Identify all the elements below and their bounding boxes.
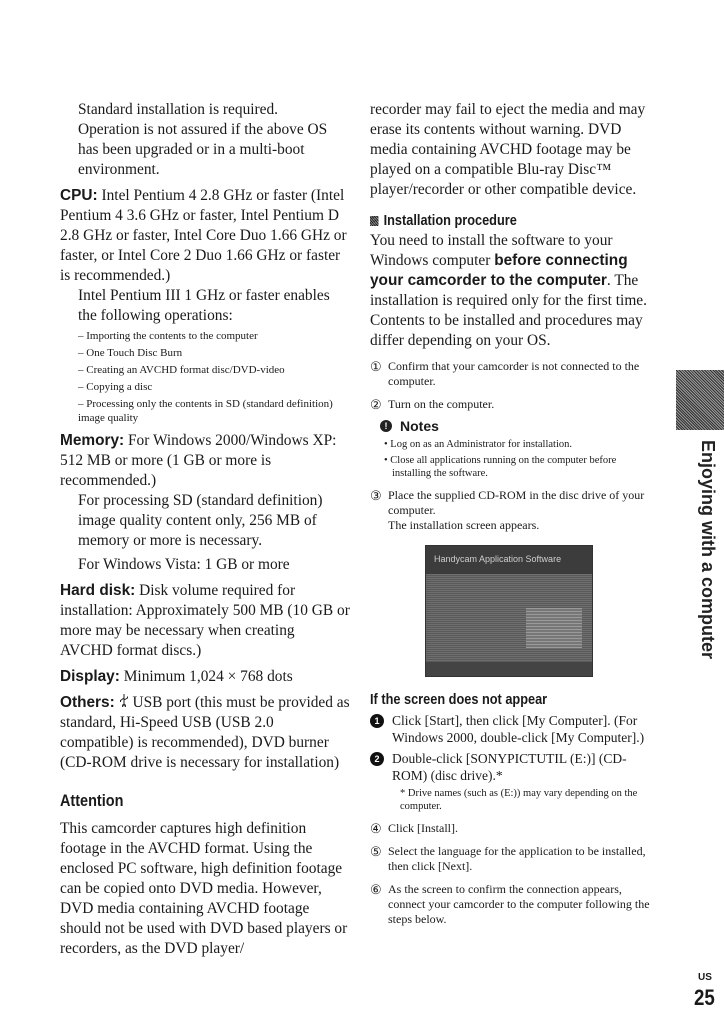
page-region: US — [698, 972, 712, 983]
others-label: Others: — [60, 694, 115, 711]
screenshot-menu-panel — [526, 608, 582, 648]
attention-heading: Attention — [60, 791, 124, 810]
memory-text: For Windows 2000/Windows XP: 512 MB or more (1 GB or more is recommended.) — [60, 432, 337, 489]
display-label: Display: — [60, 668, 120, 685]
hard-disk-label: Hard disk: — [60, 582, 136, 599]
side-section-label: Enjoying with a computer — [698, 440, 718, 660]
note-item: • Log on as an Administrator for installation. — [384, 439, 572, 450]
hard-disk-text: Disk volume required for installation: Approximately 500 MB (10 GB or more may be necessary when creating AVCHD format discs.) — [60, 582, 350, 659]
step-6: ⑥ As the screen to confirm the connection appears, connect your camcorder to the computer following the steps below. — [370, 882, 650, 926]
section-square-icon — [370, 216, 379, 226]
others-spec — [60, 693, 350, 773]
memory-label: Memory: — [60, 432, 125, 449]
note-item: • Close all applications running on the computer before installing the software. — [384, 455, 617, 479]
intro-standard: Standard installation is required. — [78, 101, 279, 118]
usb-icon — [119, 694, 133, 711]
installation-text: You need to install the software to your Windows computer before connecting your camcorder to the computer. The installation is required only for the first time. — [370, 232, 647, 309]
cpu-spec — [60, 186, 350, 425]
no-screen-step-1: 1 Click [Start], then click [My Computer]. (For Windows 2000, double-click [My Computer].) — [370, 712, 652, 746]
section-tab-marker — [676, 370, 724, 430]
right-column — [370, 100, 652, 927]
step-4: ④ Click [Install]. — [370, 821, 458, 836]
cpu-item: – Importing the contents to the computer — [78, 330, 258, 342]
step-3-sub: The installation screen appears. — [388, 518, 540, 532]
left-column — [60, 100, 350, 959]
display-spec — [60, 667, 350, 687]
others-text: USB port (this must be provided as standard, Hi-Speed USB (USB 2.0 compatible) is recommended), DVD burner (CD-ROM drive is necessary for installation) — [60, 694, 350, 771]
memory-sd: For processing SD (standard definition) image quality content only, 256 MB of memory or more is necessary. — [78, 492, 323, 549]
step-2: ② Turn on the computer. — [370, 397, 495, 412]
installation-text-2: Contents to be installed and procedures may differ depending on your OS. — [370, 312, 643, 349]
installation-heading: Installation procedure — [370, 212, 610, 229]
intro-operation: Operation is not assured if the above OS has been upgraded or in a multi-boot environment. — [78, 121, 328, 178]
hard-disk-spec — [60, 581, 350, 661]
attention-text: This camcorder captures high definition footage in the AVCHD format. Using the enclosed PC software, high definition footage can be copied onto DVD media. However, DVD media containing AVCHD footage should not be used with DVD based players or recorders, as the DVD player/ — [60, 820, 348, 957]
memory-spec — [60, 431, 350, 575]
cpu-note: Intel Pentium III 1 GHz or faster enables the following operations: — [78, 287, 330, 324]
no-screen-step-2: 2 Double-click [SONYPICTUTIL (E:)] (CD-ROM) (disc drive).* — [370, 750, 652, 784]
memory-vista: For Windows Vista: 1 GB or more — [78, 556, 290, 573]
cpu-item: – One Touch Disc Burn — [78, 347, 183, 359]
step-1: ① Confirm that your camcorder is not connected to the computer. — [370, 359, 640, 388]
step-5: ⑤ Select the language for the application to be installed, then click [Next]. — [370, 844, 646, 873]
page-number: 25 — [694, 985, 715, 1010]
drive-footnote: * Drive names (such as (E:)) may vary depending on the computer. — [400, 788, 638, 812]
notes-heading: ! Notes — [380, 418, 652, 434]
cpu-item: – Creating an AVCHD format disc/DVD-video — [78, 364, 285, 376]
cpu-item: – Copying a disc — [78, 381, 153, 393]
cpu-item: – Processing only the contents in SD (standard definition) image quality — [78, 398, 333, 424]
cpu-text: Intel Pentium 4 2.8 GHz or faster (Intel Pentium 4 3.6 GHz or faster, Intel Pentium D 2.8 GHz or faster, Intel Core Duo 1.66 GHz or faster, or Intel Core 2 Duo 1.66 GHz or faster is recommended.) — [60, 187, 347, 284]
step-3: ③ Place the supplied CD-ROM in the disc drive of your computer. The installation screen appears. — [370, 488, 645, 532]
display-text: Minimum 1,024 × 768 dots — [123, 668, 293, 685]
no-screen-heading: If the screen does not appear — [370, 691, 548, 708]
cpu-label: CPU: — [60, 187, 98, 204]
attention-continued: recorder may fail to eject the media and may erase its contents without warning. DVD media containing AVCHD footage may be played on a compatible Blu-ray Disc™ player/recorder or other compatible device. — [370, 101, 646, 198]
notes-icon: ! — [380, 420, 392, 432]
installation-screenshot — [425, 545, 593, 677]
screenshot-title: Handycam Application Software — [434, 554, 562, 564]
